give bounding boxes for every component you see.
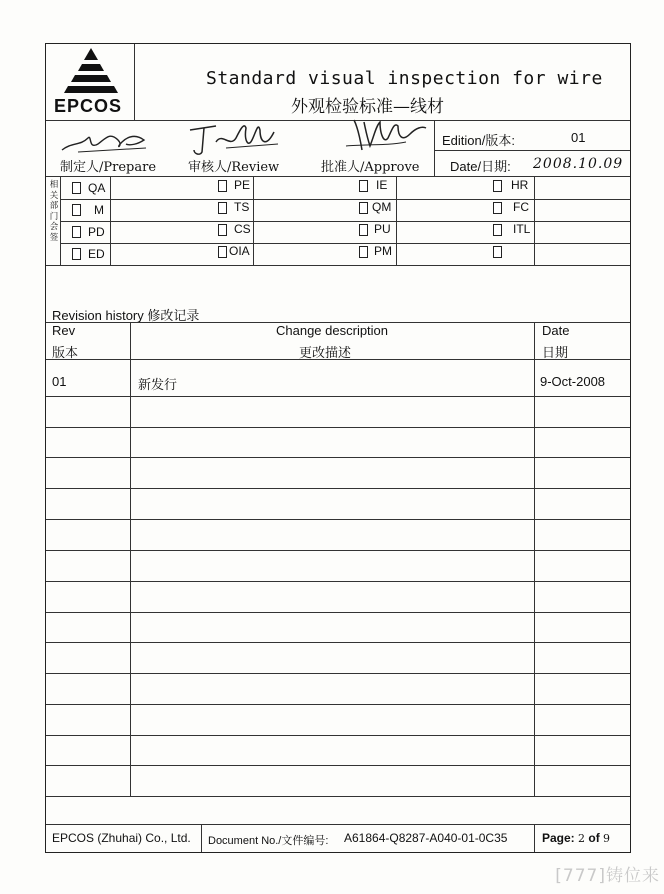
dept-rule-1 [60,199,630,200]
col-rev-cn: 版本 [52,346,79,361]
checkbox-ts[interactable] [218,202,227,214]
checkbox-qa[interactable] [72,182,81,194]
page-total: 9 [603,832,611,845]
col-change-en: Change description [276,323,389,338]
row-rule [46,581,630,582]
dept-ie: IE [376,178,388,192]
checkbox-qm[interactable] [359,202,368,214]
checkbox-hr[interactable] [493,180,502,192]
review-label: 审核人/Review [188,160,280,175]
checkbox-fc[interactable] [493,202,502,214]
footer-div-1 [201,824,202,852]
footer-company: EPCOS (Zhuhai) Co., Ltd. [52,831,191,845]
revision-section-title: Revision history 修改记录 [52,308,200,323]
checkbox-itl[interactable] [493,224,502,236]
document-frame [45,43,631,853]
approve-signature [336,116,432,158]
dept-ed: ED [88,247,105,261]
dept-col-div-4 [534,176,535,265]
title-english: Standard visual inspection for wire [206,68,603,89]
edition-value: 01 [571,130,586,145]
col-rev-en: Rev [52,323,76,338]
dept-side-label: 相 关 部 门 会 签 [49,180,59,243]
dept-qa: QA [88,181,106,195]
page-current: 2 [578,832,586,845]
row-rule [46,735,630,736]
approve-label: 批准人/Approve [321,160,420,175]
checkbox-pu[interactable] [359,224,368,236]
dept-rule-3 [60,243,630,244]
prepare-label: 制定人/Prepare [60,160,157,175]
checkbox-pm[interactable] [359,246,368,258]
footer-page [542,831,610,845]
dept-hr: HR [511,178,529,192]
dept-ts: TS [234,200,250,214]
col-date-en: Date [542,323,570,338]
checkbox-ed[interactable] [72,248,81,260]
epcos-logo [50,46,132,118]
approval-divider [434,120,435,176]
revision-col-div-2 [534,322,535,796]
checkbox-pd[interactable] [72,226,81,238]
dept-col-div-1 [110,176,111,265]
row-rule [46,396,630,397]
footer-doc-number: A61864-Q8287-A040-01-0C35 [344,831,508,845]
page-label: Page: [542,831,575,845]
revision-header-rule [46,359,630,360]
checkbox-pe[interactable] [218,180,227,192]
row-rule [46,765,630,766]
row-rule [46,427,630,428]
dept-cs: CS [234,222,251,236]
col-change-cn: 更改描述 [299,346,352,361]
row-rule [46,642,630,643]
row-description: 新发行 [138,378,178,393]
header-divider [134,44,135,120]
row-rule [46,550,630,551]
revision-col-div-1 [130,322,131,796]
checkbox-cs[interactable] [218,224,227,236]
footer-doc-label: Document No./文件编号: [208,835,329,847]
approval-mid-rule [434,150,630,151]
dept-bottom-rule [46,265,630,266]
edition-label: Edition/版本: [442,133,515,148]
dept-itl: ITL [513,222,531,236]
row-date: 9-Oct-2008 [540,374,606,389]
approval-bottom-rule [46,176,630,177]
checkbox-oia[interactable] [218,246,227,258]
epcos-logo-mark [50,46,132,98]
watermark: [777]铸位来 [555,866,660,886]
row-rule [46,488,630,489]
dept-qm: QM [372,200,392,214]
row-rule [46,673,630,674]
date-value: 2008.10.09 [533,156,624,172]
prepare-signature [58,124,168,158]
dept-pe: PE [234,178,251,192]
dept-pd: PD [88,225,105,239]
dept-fc: FC [513,200,529,214]
col-date-cn: 日期 [542,346,569,361]
row-rule [46,457,630,458]
dept-m: M [94,203,104,217]
row-rule [46,612,630,613]
revision-bottom-rule [46,796,630,797]
dept-oia: OIA [229,244,250,258]
row-rule [46,704,630,705]
logo-text: EPCOS [54,96,123,116]
dept-pu: PU [374,222,391,236]
row-rev: 01 [52,374,67,389]
page-of: of [588,831,600,845]
dept-col-div-3 [396,176,397,265]
date-label: Date/日期: [450,159,511,174]
dept-rule-2 [60,221,630,222]
checkbox-extra[interactable] [493,246,502,258]
dept-col-div-2 [253,176,254,265]
dept-pm: PM [374,244,392,258]
review-signature [186,118,286,158]
title-chinese: 外观检验标准—线材 [291,97,444,117]
footer-top-rule [46,824,630,825]
row-rule [46,519,630,520]
footer-div-2 [534,824,535,852]
checkbox-ie[interactable] [359,180,368,192]
checkbox-m[interactable] [72,204,81,216]
